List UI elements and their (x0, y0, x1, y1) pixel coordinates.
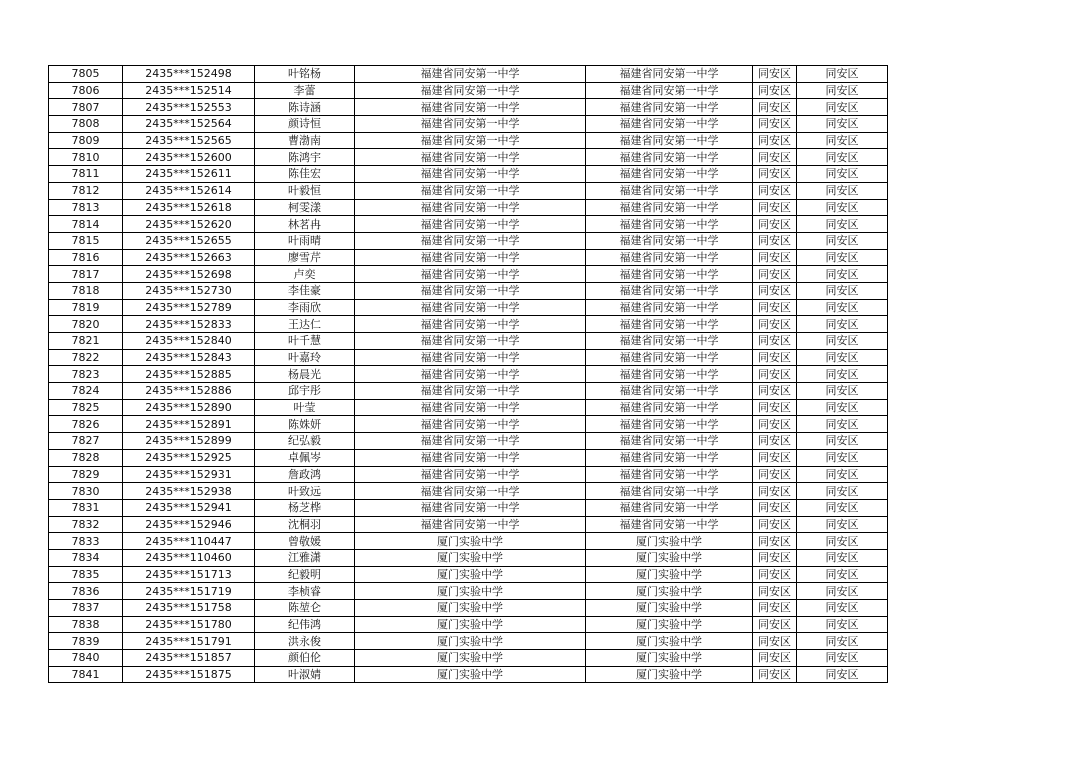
admission-school-cell: 福建省同安第一中学 (586, 182, 753, 199)
student-name-cell: 卢奕 (255, 266, 355, 283)
row-number-cell: 7821 (49, 333, 123, 350)
district-cell: 同安区 (753, 316, 797, 333)
school-cell: 福建省同安第一中学 (355, 116, 586, 133)
admission-district-cell: 同安区 (797, 149, 888, 166)
student-name-cell: 詹政鸿 (255, 466, 355, 483)
district-cell: 同安区 (753, 333, 797, 350)
student-name-cell: 纪伟鸿 (255, 616, 355, 633)
table-row (49, 449, 888, 466)
row-number-cell: 7835 (49, 566, 123, 583)
student-name-cell: 李雨欣 (255, 299, 355, 316)
admission-district-cell: 同安区 (797, 299, 888, 316)
admission-school-cell: 福建省同安第一中学 (586, 166, 753, 183)
table-row (49, 199, 888, 216)
school-cell: 厦门实验中学 (355, 583, 586, 600)
student-name-cell: 陈鸿宇 (255, 149, 355, 166)
row-number-cell: 7823 (49, 366, 123, 383)
exam-id-cell: 2435***152938 (123, 483, 255, 500)
school-cell: 福建省同安第一中学 (355, 383, 586, 400)
exam-id-cell: 2435***152611 (123, 166, 255, 183)
row-number-cell: 7813 (49, 199, 123, 216)
school-cell: 厦门实验中学 (355, 616, 586, 633)
student-name-cell: 叶嘉玲 (255, 349, 355, 366)
admission-district-cell: 同安区 (797, 600, 888, 617)
table-row (49, 149, 888, 166)
district-cell: 同安区 (753, 549, 797, 566)
district-cell: 同安区 (753, 383, 797, 400)
row-number-cell: 7810 (49, 149, 123, 166)
district-cell: 同安区 (753, 116, 797, 133)
student-name-cell: 陈佳宏 (255, 166, 355, 183)
row-number-cell: 7806 (49, 82, 123, 99)
admission-school-cell: 福建省同安第一中学 (586, 399, 753, 416)
row-number-cell: 7820 (49, 316, 123, 333)
admission-school-cell: 福建省同安第一中学 (586, 266, 753, 283)
student-name-cell: 纪弘毅 (255, 433, 355, 450)
table-row (49, 66, 888, 83)
table-row (49, 333, 888, 350)
school-cell: 厦门实验中学 (355, 666, 586, 683)
district-cell: 同安区 (753, 366, 797, 383)
student-name-cell: 沈桐羽 (255, 516, 355, 533)
admission-district-cell: 同安区 (797, 449, 888, 466)
row-number-cell: 7831 (49, 499, 123, 516)
admission-school-cell: 福建省同安第一中学 (586, 416, 753, 433)
admission-school-cell: 福建省同安第一中学 (586, 232, 753, 249)
district-cell: 同安区 (753, 583, 797, 600)
table-row (49, 633, 888, 650)
district-cell: 同安区 (753, 282, 797, 299)
exam-id-cell: 2435***152730 (123, 282, 255, 299)
student-name-cell: 李桢睿 (255, 583, 355, 600)
district-cell: 同安区 (753, 99, 797, 116)
student-name-cell: 柯雯漾 (255, 199, 355, 216)
row-number-cell: 7827 (49, 433, 123, 450)
district-cell: 同安区 (753, 149, 797, 166)
admission-school-cell: 厦门实验中学 (586, 566, 753, 583)
school-cell: 厦门实验中学 (355, 650, 586, 667)
school-cell: 厦门实验中学 (355, 566, 586, 583)
exam-id-cell: 2435***152655 (123, 232, 255, 249)
admission-school-cell: 福建省同安第一中学 (586, 249, 753, 266)
admission-school-cell: 福建省同安第一中学 (586, 433, 753, 450)
table-row (49, 466, 888, 483)
school-cell: 福建省同安第一中学 (355, 366, 586, 383)
exam-id-cell: 2435***152843 (123, 349, 255, 366)
exam-id-cell: 2435***152885 (123, 366, 255, 383)
row-number-cell: 7836 (49, 583, 123, 600)
row-number-cell: 7825 (49, 399, 123, 416)
table-row (49, 116, 888, 133)
school-cell: 福建省同安第一中学 (355, 516, 586, 533)
exam-id-cell: 2435***151780 (123, 616, 255, 633)
school-cell: 福建省同安第一中学 (355, 399, 586, 416)
exam-id-cell: 2435***152620 (123, 216, 255, 233)
school-cell: 福建省同安第一中学 (355, 433, 586, 450)
district-cell: 同安区 (753, 533, 797, 550)
admission-district-cell: 同安区 (797, 633, 888, 650)
district-cell: 同安区 (753, 349, 797, 366)
admission-school-cell: 福建省同安第一中学 (586, 99, 753, 116)
district-cell: 同安区 (753, 516, 797, 533)
exam-id-cell: 2435***152833 (123, 316, 255, 333)
admission-district-cell: 同安区 (797, 282, 888, 299)
row-number-cell: 7829 (49, 466, 123, 483)
student-name-cell: 叶铭杨 (255, 66, 355, 83)
admission-school-cell: 福建省同安第一中学 (586, 132, 753, 149)
row-number-cell: 7815 (49, 232, 123, 249)
admission-school-cell: 福建省同安第一中学 (586, 499, 753, 516)
school-cell: 福建省同安第一中学 (355, 149, 586, 166)
district-cell: 同安区 (753, 199, 797, 216)
admission-district-cell: 同安区 (797, 116, 888, 133)
table-row (49, 82, 888, 99)
district-cell: 同安区 (753, 616, 797, 633)
district-cell: 同安区 (753, 399, 797, 416)
table-row (49, 383, 888, 400)
table-row (49, 416, 888, 433)
school-cell: 福建省同安第一中学 (355, 216, 586, 233)
table-row (49, 549, 888, 566)
student-name-cell: 洪永俊 (255, 633, 355, 650)
school-cell: 福建省同安第一中学 (355, 199, 586, 216)
row-number-cell: 7814 (49, 216, 123, 233)
row-number-cell: 7839 (49, 633, 123, 650)
student-name-cell: 颜诗恒 (255, 116, 355, 133)
admission-district-cell: 同安区 (797, 566, 888, 583)
exam-id-cell: 2435***152614 (123, 182, 255, 199)
district-cell: 同安区 (753, 82, 797, 99)
exam-id-cell: 2435***152899 (123, 433, 255, 450)
admission-school-cell: 厦门实验中学 (586, 533, 753, 550)
district-cell: 同安区 (753, 216, 797, 233)
district-cell: 同安区 (753, 466, 797, 483)
student-name-cell: 卓佩岑 (255, 449, 355, 466)
district-cell: 同安区 (753, 182, 797, 199)
admission-district-cell: 同安区 (797, 132, 888, 149)
admission-school-cell: 福建省同安第一中学 (586, 299, 753, 316)
exam-id-cell: 2435***152663 (123, 249, 255, 266)
district-cell: 同安区 (753, 249, 797, 266)
admission-school-cell: 福建省同安第一中学 (586, 282, 753, 299)
admission-school-cell: 福建省同安第一中学 (586, 483, 753, 500)
student-name-cell: 邱宇彤 (255, 383, 355, 400)
admission-school-cell: 福建省同安第一中学 (586, 333, 753, 350)
school-cell: 福建省同安第一中学 (355, 182, 586, 199)
row-number-cell: 7819 (49, 299, 123, 316)
district-cell: 同安区 (753, 499, 797, 516)
exam-id-cell: 2435***152618 (123, 199, 255, 216)
admission-school-cell: 福建省同安第一中学 (586, 216, 753, 233)
student-name-cell: 叶雨晴 (255, 232, 355, 249)
admission-district-cell: 同安区 (797, 316, 888, 333)
school-cell: 厦门实验中学 (355, 549, 586, 566)
exam-id-cell: 2435***152886 (123, 383, 255, 400)
admission-school-cell: 福建省同安第一中学 (586, 449, 753, 466)
row-number-cell: 7805 (49, 66, 123, 83)
table-row (49, 366, 888, 383)
school-cell: 福建省同安第一中学 (355, 232, 586, 249)
table-row (49, 266, 888, 283)
district-cell: 同安区 (753, 232, 797, 249)
admission-district-cell: 同安区 (797, 216, 888, 233)
admission-district-cell: 同安区 (797, 483, 888, 500)
admission-district-cell: 同安区 (797, 349, 888, 366)
student-name-cell: 江雅潇 (255, 549, 355, 566)
district-cell: 同安区 (753, 633, 797, 650)
admission-district-cell: 同安区 (797, 66, 888, 83)
admission-school-cell: 福建省同安第一中学 (586, 349, 753, 366)
exam-id-cell: 2435***110447 (123, 533, 255, 550)
admission-district-cell: 同安区 (797, 232, 888, 249)
exam-id-cell: 2435***152925 (123, 449, 255, 466)
row-number-cell: 7830 (49, 483, 123, 500)
row-number-cell: 7824 (49, 383, 123, 400)
admission-district-cell: 同安区 (797, 416, 888, 433)
exam-id-cell: 2435***110460 (123, 549, 255, 566)
admission-district-cell: 同安区 (797, 82, 888, 99)
admission-district-cell: 同安区 (797, 466, 888, 483)
row-number-cell: 7837 (49, 600, 123, 617)
student-name-cell: 李蕾 (255, 82, 355, 99)
admission-district-cell: 同安区 (797, 366, 888, 383)
school-cell: 福建省同安第一中学 (355, 483, 586, 500)
table-row (49, 99, 888, 116)
school-cell: 福建省同安第一中学 (355, 99, 586, 116)
table-row (49, 516, 888, 533)
admission-school-cell: 福建省同安第一中学 (586, 383, 753, 400)
exam-id-cell: 2435***152553 (123, 99, 255, 116)
school-cell: 福建省同安第一中学 (355, 266, 586, 283)
district-cell: 同安区 (753, 132, 797, 149)
student-name-cell: 叶千慧 (255, 333, 355, 350)
table-row (49, 349, 888, 366)
admission-district-cell: 同安区 (797, 166, 888, 183)
table-row (49, 182, 888, 199)
exam-id-cell: 2435***152890 (123, 399, 255, 416)
student-name-cell: 陈诗涵 (255, 99, 355, 116)
admission-district-cell: 同安区 (797, 533, 888, 550)
admission-school-cell: 厦门实验中学 (586, 549, 753, 566)
exam-id-cell: 2435***152891 (123, 416, 255, 433)
admission-district-cell: 同安区 (797, 666, 888, 683)
school-cell: 厦门实验中学 (355, 533, 586, 550)
school-cell: 福建省同安第一中学 (355, 416, 586, 433)
row-number-cell: 7818 (49, 282, 123, 299)
row-number-cell: 7826 (49, 416, 123, 433)
table-row (49, 566, 888, 583)
row-number-cell: 7841 (49, 666, 123, 683)
exam-id-cell: 2435***152789 (123, 299, 255, 316)
table-row (49, 216, 888, 233)
exam-id-cell: 2435***152946 (123, 516, 255, 533)
admission-district-cell: 同安区 (797, 399, 888, 416)
row-number-cell: 7822 (49, 349, 123, 366)
student-name-cell: 陈姝妍 (255, 416, 355, 433)
admission-school-cell: 福建省同安第一中学 (586, 516, 753, 533)
table-row (49, 399, 888, 416)
exam-id-cell: 2435***151713 (123, 566, 255, 583)
admission-school-cell: 厦门实验中学 (586, 633, 753, 650)
student-name-cell: 颜伯伦 (255, 650, 355, 667)
school-cell: 福建省同安第一中学 (355, 66, 586, 83)
district-cell: 同安区 (753, 299, 797, 316)
row-number-cell: 7811 (49, 166, 123, 183)
admission-district-cell: 同安区 (797, 383, 888, 400)
table-row (49, 232, 888, 249)
admission-school-cell: 福建省同安第一中学 (586, 199, 753, 216)
district-cell: 同安区 (753, 66, 797, 83)
school-cell: 福建省同安第一中学 (355, 316, 586, 333)
admission-district-cell: 同安区 (797, 616, 888, 633)
student-name-cell: 叶致远 (255, 483, 355, 500)
school-cell: 厦门实验中学 (355, 633, 586, 650)
admission-district-cell: 同安区 (797, 266, 888, 283)
table-row (49, 132, 888, 149)
table-row (49, 650, 888, 667)
table-row (49, 600, 888, 617)
exam-id-cell: 2435***152698 (123, 266, 255, 283)
admission-school-cell: 厦门实验中学 (586, 650, 753, 667)
admission-district-cell: 同安区 (797, 199, 888, 216)
student-name-cell: 廖雪芹 (255, 249, 355, 266)
admission-list-table (48, 65, 888, 683)
row-number-cell: 7840 (49, 650, 123, 667)
student-name-cell: 纪毅明 (255, 566, 355, 583)
admission-school-cell: 福建省同安第一中学 (586, 149, 753, 166)
district-cell: 同安区 (753, 266, 797, 283)
exam-id-cell: 2435***152564 (123, 116, 255, 133)
student-name-cell: 陈堃仑 (255, 600, 355, 617)
student-name-cell: 杨芝桦 (255, 499, 355, 516)
school-cell: 福建省同安第一中学 (355, 449, 586, 466)
admission-district-cell: 同安区 (797, 249, 888, 266)
row-number-cell: 7809 (49, 132, 123, 149)
row-number-cell: 7817 (49, 266, 123, 283)
table-row (49, 282, 888, 299)
student-name-cell: 曾敬媛 (255, 533, 355, 550)
school-cell: 福建省同安第一中学 (355, 132, 586, 149)
exam-id-cell: 2435***151875 (123, 666, 255, 683)
admission-district-cell: 同安区 (797, 182, 888, 199)
admission-school-cell: 福建省同安第一中学 (586, 82, 753, 99)
table-row (49, 533, 888, 550)
admission-school-cell: 福建省同安第一中学 (586, 116, 753, 133)
admission-school-cell: 厦门实验中学 (586, 616, 753, 633)
admission-school-cell: 福建省同安第一中学 (586, 66, 753, 83)
school-cell: 福建省同安第一中学 (355, 299, 586, 316)
exam-id-cell: 2435***152600 (123, 149, 255, 166)
admission-district-cell: 同安区 (797, 433, 888, 450)
table-row (49, 666, 888, 683)
table-row (49, 316, 888, 333)
admission-school-cell: 厦门实验中学 (586, 666, 753, 683)
table-row (49, 433, 888, 450)
district-cell: 同安区 (753, 666, 797, 683)
row-number-cell: 7828 (49, 449, 123, 466)
school-cell: 福建省同安第一中学 (355, 166, 586, 183)
admission-district-cell: 同安区 (797, 499, 888, 516)
admission-district-cell: 同安区 (797, 650, 888, 667)
admission-school-cell: 福建省同安第一中学 (586, 316, 753, 333)
school-cell: 福建省同安第一中学 (355, 282, 586, 299)
exam-id-cell: 2435***152565 (123, 132, 255, 149)
table-row (49, 499, 888, 516)
table-row (49, 583, 888, 600)
student-name-cell: 叶毅恒 (255, 182, 355, 199)
row-number-cell: 7834 (49, 549, 123, 566)
admission-district-cell: 同安区 (797, 99, 888, 116)
school-cell: 福建省同安第一中学 (355, 249, 586, 266)
admission-school-cell: 厦门实验中学 (586, 600, 753, 617)
district-cell: 同安区 (753, 433, 797, 450)
student-name-cell: 曹渤南 (255, 132, 355, 149)
row-number-cell: 7812 (49, 182, 123, 199)
district-cell: 同安区 (753, 449, 797, 466)
district-cell: 同安区 (753, 483, 797, 500)
table-row (49, 483, 888, 500)
row-number-cell: 7833 (49, 533, 123, 550)
district-cell: 同安区 (753, 600, 797, 617)
row-number-cell: 7838 (49, 616, 123, 633)
admission-school-cell: 福建省同安第一中学 (586, 366, 753, 383)
district-cell: 同安区 (753, 166, 797, 183)
district-cell: 同安区 (753, 566, 797, 583)
exam-id-cell: 2435***151719 (123, 583, 255, 600)
table-row (49, 166, 888, 183)
admission-district-cell: 同安区 (797, 516, 888, 533)
student-name-cell: 林茗冉 (255, 216, 355, 233)
table-row (49, 249, 888, 266)
table-body (49, 66, 888, 683)
row-number-cell: 7832 (49, 516, 123, 533)
student-name-cell: 叶莹 (255, 399, 355, 416)
exam-id-cell: 2435***151857 (123, 650, 255, 667)
admission-school-cell: 厦门实验中学 (586, 583, 753, 600)
district-cell: 同安区 (753, 416, 797, 433)
school-cell: 福建省同安第一中学 (355, 82, 586, 99)
student-name-cell: 叶淑婧 (255, 666, 355, 683)
admission-school-cell: 福建省同安第一中学 (586, 466, 753, 483)
table-row (49, 299, 888, 316)
row-number-cell: 7808 (49, 116, 123, 133)
district-cell: 同安区 (753, 650, 797, 667)
school-cell: 福建省同安第一中学 (355, 333, 586, 350)
student-name-cell: 李佳豪 (255, 282, 355, 299)
school-cell: 福建省同安第一中学 (355, 349, 586, 366)
admission-district-cell: 同安区 (797, 549, 888, 566)
student-name-cell: 王达仁 (255, 316, 355, 333)
table-row (49, 616, 888, 633)
school-cell: 福建省同安第一中学 (355, 499, 586, 516)
school-cell: 福建省同安第一中学 (355, 466, 586, 483)
row-number-cell: 7807 (49, 99, 123, 116)
school-cell: 厦门实验中学 (355, 600, 586, 617)
exam-id-cell: 2435***152840 (123, 333, 255, 350)
student-name-cell: 杨晨光 (255, 366, 355, 383)
exam-id-cell: 2435***152514 (123, 82, 255, 99)
exam-id-cell: 2435***152931 (123, 466, 255, 483)
row-number-cell: 7816 (49, 249, 123, 266)
admission-district-cell: 同安区 (797, 333, 888, 350)
admission-district-cell: 同安区 (797, 583, 888, 600)
exam-id-cell: 2435***151758 (123, 600, 255, 617)
exam-id-cell: 2435***151791 (123, 633, 255, 650)
exam-id-cell: 2435***152498 (123, 66, 255, 83)
exam-id-cell: 2435***152941 (123, 499, 255, 516)
